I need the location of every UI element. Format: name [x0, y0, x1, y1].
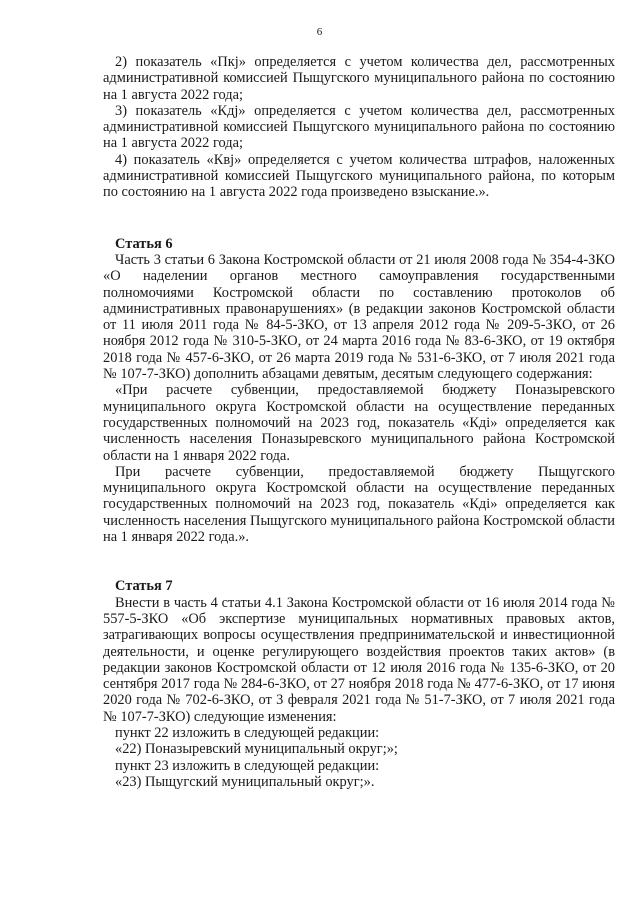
- paragraph: «23) Пыщугский муниципальный округ;».: [115, 773, 375, 790]
- spacer: [103, 545, 615, 578]
- article-heading: Статья 7: [115, 578, 173, 595]
- paragraph: пункт 23 изложить в следующей редакции:: [115, 757, 380, 774]
- paragraph: 2) показатель «Пкj» определяется с учетом количества дел, рассмотренных административной комиссией Пыщугского муниципального района по состоянию на 1 августа 2022 года;: [103, 54, 615, 103]
- document-body: [103, 54, 615, 790]
- paragraph: Часть 3 статьи 6 Закона Костромской области от 21 июля 2008 года № 354-4-ЗКО «О наделении органов местного самоуправления государственными полномочиями Костромской области по составлению протоколов об административных правонарушениях» (в редакции законов Костромской области от 11 июля 2011 года № 84-5-ЗКО, от 13 апреля 2012 года № 209-5-ЗКО, от 26 ноября 2012 года № 310-5-ЗКО, от 24 марта 2016 года № 83-6-ЗКО, от 19 октября 2018 года № 457-6-ЗКО, от 26 марта 2019 года № 531-6-ЗКО, от 7 июля 2021 года № 107-7-ЗКО) дополнить абзацами девятым, десятым следующего содержания:: [103, 251, 615, 383]
- spacer: [103, 201, 615, 236]
- page-number: 6: [316, 26, 323, 38]
- paragraph: пункт 22 изложить в следующей редакции:: [115, 724, 380, 741]
- paragraph: 3) показатель «Кдj» определяется с учетом количества дел, рассмотренных административной комиссией Пыщугского муниципального района по состоянию на 1 августа 2022 года;: [103, 102, 615, 152]
- paragraph: При расчете субвенции, предоставляемой бюджету Пыщугского муниципального округа Костромской области на осуществление переданных государственных полномочий на 2023 год, показатель «Кдi» определяется как численность населения Пыщугского муниципального района Костромской области на 1 января 2022 года.».: [103, 463, 615, 546]
- article-heading: Статья 6: [115, 235, 173, 252]
- paragraph: «22) Поназыревский муниципальный округ;»;: [115, 741, 398, 758]
- paragraph: «При расчете субвенции, предоставляемой бюджету Поназыревского муниципального округа Костромской области на осуществление переданных государственных полномочий на 2023 год, показатель «Кдi» определяется как численность населения Поназыревского муниципального района Костромской области на 1 января 2022 года.: [103, 382, 615, 464]
- paragraph: 4) показатель «Квj» определяется с учетом количества штрафов, наложенных административной комиссией Пыщугского муниципального района, по которым по состоянию на 1 августа 2022 года произведено взыскание.».: [103, 151, 615, 201]
- paragraph: Внести в часть 4 статьи 4.1 Закона Костромской области от 16 июля 2014 года № 557-5-ЗКО «Об экспертизе муниципальных нормативных правовых актов, затрагивающих вопросы осуществления предпринимательской и инвестиционной деятельности, и оценке регулирующего воздействия проектов таких актов» (в редакции законов Костромской области от 12 июля 2016 года № 135-6-ЗКО, от 20 сентября 2017 года № 284-6-ЗКО, от 27 ноября 2018 года № 477-6-ЗКО, от 17 июня 2020 года № 702-6-ЗКО, от 3 февраля 2021 года № 51-7-ЗКО, от 7 июля 2021 года № 107-7-ЗКО) следующие изменения:: [103, 594, 615, 725]
